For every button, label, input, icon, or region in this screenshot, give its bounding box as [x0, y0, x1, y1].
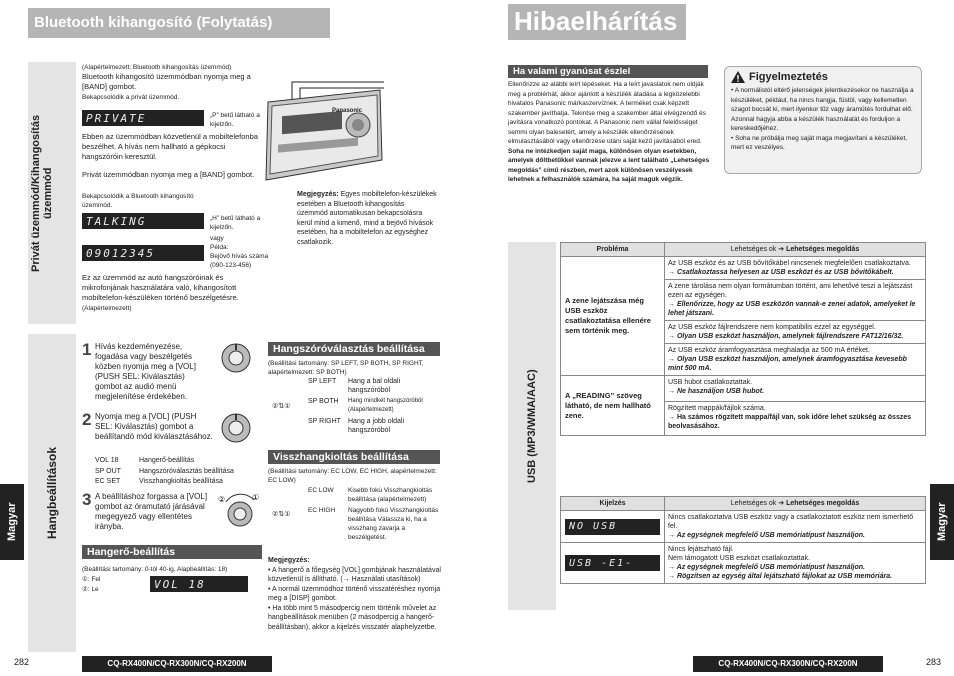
lcd-no-usb: NO USB [565, 519, 660, 535]
cause-text: A zene tárolása nem olyan formátumban történt, ami lehetővé teszi a lejátszást ezen az egységen. [668, 283, 913, 299]
band-instruction-2: Privát üzemmódban nyomja meg a [BAND] gombot. [82, 170, 255, 179]
display-cell-1 [561, 511, 665, 543]
ec-code: EC LOW [308, 487, 334, 494]
page-number-right: 283 [926, 657, 942, 667]
solution-text: → Ne használjon USB hubot. [668, 388, 765, 395]
ec-desc: Kisebb fokú Visszhangkioltás beállítása (alapértelmezett) [348, 487, 433, 503]
cause-row [665, 257, 926, 280]
suspicious-section-header: Ha valami gyanúsat észlel [508, 65, 708, 78]
col-cause-label: Lehetséges ok [730, 246, 777, 253]
ec-row [308, 506, 443, 542]
display-cell-2 [561, 543, 665, 584]
ec-section-header: Visszhangkioltás beállítása [268, 450, 440, 464]
cause-row [665, 511, 926, 543]
cause-text: USB hubot csatlakoztattak. [668, 379, 753, 386]
solution-text: → Az egységnek megfelelő USB memóriatípust használjon. [668, 564, 865, 571]
handsfree-description: Ez az üzemmód az autó hangszóróinak és mikrofonjának használatára való, kihangosított mobiltelefon-készüléken történő beszélgetésre. [82, 273, 239, 302]
sp-range: (Beállítási tartomány: SP LEFT, SP BOTH, SP RIGHT, alapértelmezett: SP BOTH) [268, 360, 424, 376]
lcd-usb-e1: USB -E1- [565, 555, 660, 571]
default-note: (Alapértelmezett: Bluetooth kihangosítás üzemmód) [82, 64, 232, 71]
col-cause-2: Lehetséges ok ➔ Lehetséges megoldás [665, 497, 926, 511]
solution-text: → Csatlakoztassa helyesen az USB eszközt és az USB bővítőkábelt. [668, 269, 894, 276]
lcd-private: PRIVATE [82, 110, 204, 126]
vol-section-header: Hangerő-beállítás [82, 545, 262, 559]
sp-row [308, 417, 443, 435]
cause-text: Nincs csatlakoztatva USB eszköz vagy a csatlakoztatott eszköz nem ismerhető fel. [668, 514, 914, 530]
suspicious-bold: Soha ne intézkedjen saját maga, különösen olyan esetekben, amelyek dőltbetűkkel vannak jelezve a lent található „Lehetséges megoldás” című részben, mert azok különösen veszélyesek lehetnek a felhasználók számára, ha saját maguk végzik. [508, 147, 710, 183]
mode-label: Hangszóróválasztás beállítása [139, 467, 234, 475]
svg-text:①: ① [252, 493, 260, 502]
mode-code: EC SET [95, 478, 121, 485]
col-cause: Lehetséges ok ➔ Lehetséges megoldás [665, 243, 926, 257]
suspicious-body: Ellenőrizze az alábbi leírt lépéseket. Ha a leírt javaslatok nem oldják meg a problémát, akkor ajánlott a készülék átadása a legközelebbi hivatalos Panasonic márkaszervíznek. A terméket csak képzett szakember javíthatja. Tekintse meg a szakember által elvégzendő és javításra vonatkozó pontokat. A Panasonic nem vállal felelősséget semmi olyan balesetért, amely a készülék ellenőrzésének elmulasztásából vagy ellenőrzése utáni saját kezű javításából ered. [508, 81, 706, 145]
language-tab-right-label: Magyar [936, 502, 948, 542]
sp-row [308, 377, 443, 395]
rotate-knob-icon [216, 492, 260, 532]
page-number-left: 282 [14, 657, 30, 667]
sp-desc: Hang mindkét hangszóróból (Alapértelmezett) [348, 398, 423, 413]
problem-2: A „READING” szöveg látható, de nem hallható zene. [561, 376, 665, 436]
solution-text: → Olyan USB eszközt használjon, amelynek áramfogyasztása kevesebb mint 500 mA. [668, 356, 907, 372]
step-3-text: A beállításhoz forgassa a [VOL] gombot az óramutató járásával megegyező vagy ellentétes irányba. [95, 492, 208, 531]
cause-row [665, 543, 926, 584]
svg-text:②: ② [218, 495, 226, 504]
mode-row [95, 477, 265, 488]
notes-label: Megjegyzés: [268, 557, 310, 564]
problem-table [560, 242, 926, 436]
display-table [560, 496, 926, 584]
handsfree-on: Bekapcsolódik a Bluetooth kihangosító üzemmód. [82, 193, 194, 209]
car-stereo-illustration [262, 80, 384, 182]
right-page-title-bar: Hibaelhárítás [508, 4, 686, 40]
mode-code: SP OUT [95, 467, 121, 475]
sp-row [308, 397, 443, 415]
ec-row [308, 486, 443, 504]
vol-knob-icon-1 [216, 340, 256, 376]
sidebar-sound-settings-label: Hangbeállítások [45, 446, 59, 540]
cause-text: Nincs lejátszható fájl. [668, 546, 734, 553]
col-cause-label: Lehetséges ok [730, 500, 777, 507]
private-mode-text [82, 63, 260, 102]
step-1-text: Hívás kezdeményezése, fogadása vagy beszélgetés közben nyomja meg a [VOL] (PUSH SEL: Kiválasztás) gombot az audió menü megjelenítése érdekében. [95, 342, 196, 401]
vol-up: ①: Fel [82, 576, 101, 583]
note-text: Egyes mobiltelefon-készülékek esetében a Bluetooth kihangosítás üzemmód automatikusan bekapcsolásra kerül mind a kimenő, mind a bejövő hívások esetében, ha a mobiltelefon az egységhez csatlakozik. [297, 191, 437, 246]
cause-row [665, 344, 926, 376]
warning-item: • Soha ne próbálja meg saját maga megjavítani a készüléket, mert ez veszélyes. [731, 134, 908, 151]
model-bar-left: CQ-RX400N/CQ-RX300N/CQ-RX200N [82, 656, 272, 672]
private-on: Bekapcsolódik a privát üzemmód. [82, 94, 180, 101]
warning-box [724, 66, 922, 174]
cause-text: Rögzített mappák/fájlok száma. [668, 405, 766, 412]
mode-row [95, 456, 265, 467]
lcd-talking: TALKING [82, 213, 204, 229]
mode-code: VOL 18 [95, 457, 119, 464]
vol-knob-icon-2 [216, 410, 256, 446]
private-description: Ebben az üzemmódban közvetlenül a mobiltelefonba beszélhet. A hívás nem hallható a gépkocsi hangszóróin keresztül. [82, 132, 258, 161]
cause-row [665, 321, 926, 344]
default-note-2: (Alapértelmezett) [82, 305, 132, 312]
sound-notes [268, 556, 446, 632]
warning-title: Figyelmeztetés [749, 71, 828, 83]
vol-down: ②: Le [82, 586, 99, 593]
ec-range: (Beállítási tartomány: EC LOW, EC HIGH, alapértelmezett: EC LOW) [268, 468, 437, 484]
warning-header [731, 71, 915, 83]
note-item: • Ha több mint 5 másodpercig nem történik művelet az hangbeállítások menüben (2 másodpercig a hangerő-beállításban), akkor a kijelzés visszatér alaphelyzetbe. [268, 604, 437, 631]
mode-row [95, 467, 265, 478]
solution-text: → Az egységnek megfelelő USB memóriatípust használjon. [668, 532, 865, 539]
note-item: • A hangerő a főegység [VOL] gombjának használatával közvetlenül is állítható. (→ Használati utasítások) [268, 566, 441, 583]
language-tab-left-label: Magyar [6, 502, 18, 542]
cause-text: Az USB eszköz és az USB bővítőkábel nincsenek megfelelően csatlakoztatva. [668, 260, 911, 267]
warning-triangle-icon [731, 71, 745, 83]
mode-label: Hangerő-beállítás [139, 457, 195, 464]
mode-list [95, 456, 265, 488]
lcd-number-note: vagy Példa: Bejövő hívás száma (090-123-456) [210, 235, 269, 269]
sp-desc: Hang a bal oldali hangszóróból [348, 378, 401, 394]
note-label: Megjegyzés: [297, 191, 339, 198]
note-item: • A normál üzemmódhoz történő visszatéréshez nyomja meg a [DISP] gombot. [268, 585, 441, 602]
vol-range: (Beállítási tartomány: 0-tól 40-ig, Alapbeállítás: 18) [82, 566, 228, 573]
mode-label: Visszhangkioltás beállítása [139, 478, 223, 485]
sp-section-header: Hangszóróválasztás beállítása [268, 342, 440, 356]
sidebar-private-mode-label: Privát üzemmód/Kihangosítás üzemmód [30, 114, 54, 272]
model-bar-right: CQ-RX400N/CQ-RX300N/CQ-RX200N [693, 656, 883, 672]
cause-text: Az USB eszköz áramfogyasztása meghaladja az 500 mA értéket. [668, 347, 870, 354]
sp-code: SP LEFT [308, 378, 337, 385]
ec-code: EC HIGH [308, 507, 336, 514]
solution-text: → Olyan USB eszközt használjon, amelynek fájlrendszere FAT12/16/32. [668, 333, 904, 340]
cause-text: Nem támogatott USB eszközt csatlakoztattak. [668, 555, 811, 562]
cause-row [665, 376, 926, 402]
sp-options [308, 377, 443, 435]
left-page-title-bar: Bluetooth kihangosító (Folytatás) [28, 8, 330, 38]
step-1-number: 1 [82, 340, 92, 359]
lcd-private-note: „P” betű látható a kijelzőn. [210, 112, 260, 128]
col-problem: Probléma [561, 243, 665, 257]
warning-item: • A normálistól eltérő jelenségek jelentkezésekor ne használja a készüléket, például, ha nincs hangja, füstöl, vagy kellemetlen szagot bocsát ki, mert ilyenkor tűz vagy áramütés fordulhat elő. Azonnal hagyja abba a készülék használatát és forduljon a kereskedőjéhez. [731, 87, 914, 132]
sp-desc: Hang a jobb oldali hangszóróból [348, 418, 405, 434]
ec-icon: ②⇅① [272, 511, 291, 518]
lcd-talking-note: „H” betű látható a kijelzőn. [210, 215, 261, 231]
handsfree-note [297, 190, 437, 247]
solution-text: → Ellenőrizze, hogy az USB eszközön vannak-e zenei adatok, amelyeket le lehet játszani. [668, 301, 916, 317]
cause-row [665, 402, 926, 436]
lcd-vol: VOL 18 [150, 576, 248, 592]
sidebar-usb-label: USB (MP3/WMA/AAC) [526, 369, 538, 483]
step-2-number: 2 [82, 410, 92, 429]
ec-desc: Nagyobb fokú Visszhangkioltás beállítása Válassza ki, ha a visszhang zavarja a beszélgetést. [348, 507, 439, 541]
sp-code: SP BOTH [308, 398, 339, 405]
suspicious-text [508, 80, 712, 185]
lcd-number: 09012345 [82, 245, 204, 261]
band-instruction-1: Bluetooth kihangosító üzemmódban nyomja meg a [BAND] gombot. [82, 72, 251, 91]
step-3-number: 3 [82, 490, 92, 509]
solution-text: → Ha számos rögzített mappa/fájl van, sok időre lehet szükség az összes beolvasásához. [668, 414, 912, 430]
problem-1: A zene lejátszása még USB eszköz csatlakoztatása ellenére sem történik meg. [561, 257, 665, 376]
col-display: Kijelzés [561, 497, 665, 511]
step-2-text: Nyomja meg a [VOL] (PUSH SEL: Kiválasztás) gombot a beállítandó mód kiválasztásához. [95, 412, 213, 441]
ec-options [308, 486, 443, 542]
sp-code: SP RIGHT [308, 418, 341, 425]
solution-text: → Rögzítsen az egység által lejátszható fájlokat az USB memóriára. [668, 573, 893, 580]
cause-text: Az USB eszköz fájlrendszere nem kompatibilis ezzel az egységgel. [668, 324, 876, 331]
sp-icon: ②⇅① [272, 403, 291, 410]
col-solution-label: Lehetséges megoldás [786, 246, 860, 253]
col-solution-label: Lehetséges megoldás [786, 500, 860, 507]
device-brand-text: Panasonic [332, 108, 363, 114]
cause-row [665, 280, 926, 321]
